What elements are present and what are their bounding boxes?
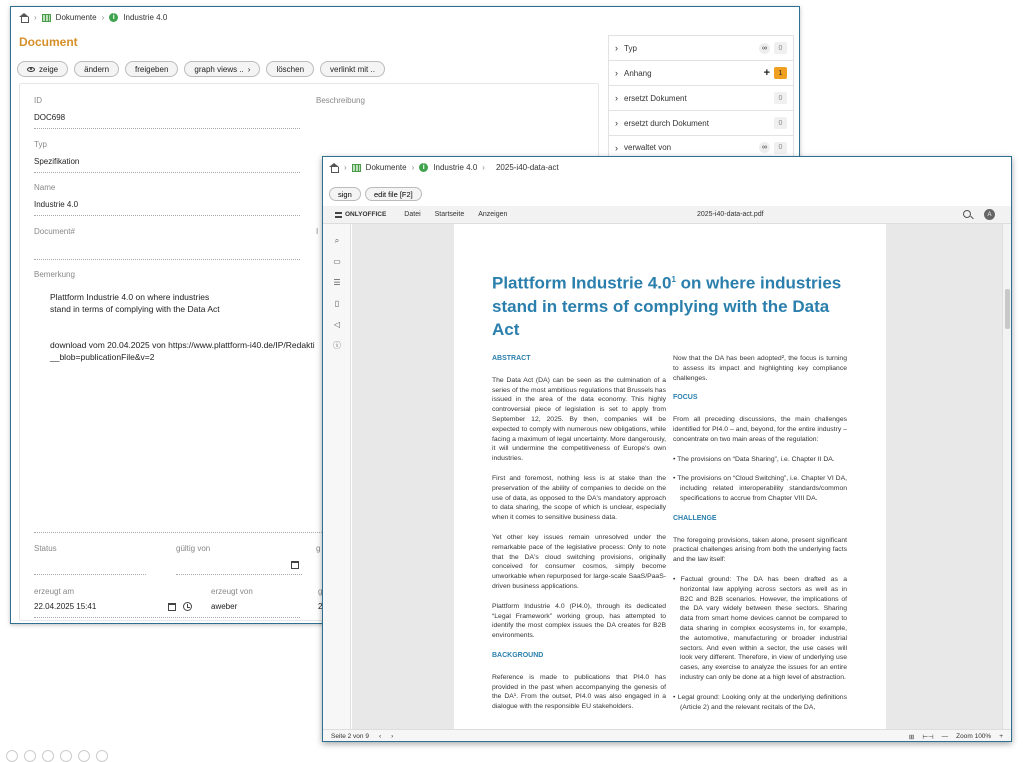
document-extra-label: I: [316, 227, 319, 236]
remark-label: Bemerkung: [34, 270, 75, 279]
breadcrumb-item[interactable]: Industrie 4.0: [433, 163, 478, 172]
chevron-right-icon: ›: [101, 13, 105, 22]
info-circle-icon[interactable]: ⓘ: [333, 341, 341, 350]
table-icon: [352, 164, 361, 172]
divider: [34, 215, 300, 216]
pdf-paragraph: • The provisions on “Cloud Switching”, i.e. Chapter VI DA, including related interoperability standards/common specifications to accrue from Chapter VIII DA.: [673, 475, 847, 502]
chevron-right-icon: ›: [482, 163, 485, 172]
type-value[interactable]: Spezifikation: [34, 157, 80, 166]
clock-icon[interactable]: [183, 602, 192, 611]
pdf-paragraph: The foregoing provisions, taken alone, present significant practical challenges arising from both the underlying facts and the law itself:: [673, 536, 847, 564]
edit-file-button[interactable]: edit file [F2]: [365, 187, 422, 201]
id-value[interactable]: DOC698: [34, 113, 66, 122]
brand-label: ONLYOFFICE: [345, 211, 387, 218]
scrollbar-thumb[interactable]: [1005, 289, 1010, 329]
id-field: [34, 96, 65, 122]
chevron-right-icon: ›: [34, 13, 37, 22]
pdf-section-heading: ABSTRACT: [492, 355, 531, 362]
relations-panel: [608, 35, 794, 160]
count-badge: 0: [774, 142, 787, 154]
fit-page-icon[interactable]: ⊞: [908, 733, 915, 741]
remark-text[interactable]: Plattform Industrie 4.0 on where industries stand in terms of complying with the Data Act download vom 20.04.2025 von https://www.plattform-i40.de/IP/Redakti __blob=publicationFile&v=2: [50, 292, 315, 362]
page-title: Document: [19, 35, 78, 49]
chevron-right-icon: ›: [411, 163, 415, 172]
pdf-section-heading: BACKGROUND: [492, 651, 544, 659]
toolbar-circle-icon[interactable]: [96, 750, 108, 762]
pdf-paragraph: From all preceding discussions, the main challenges identified for PI4.0 – and, beyond, for the entire industry – concentrate on two main areas of the regulation:: [673, 416, 847, 443]
count-badge: 0: [774, 42, 787, 54]
link-icon[interactable]: ∞: [759, 43, 770, 54]
chevron-right-icon: ›: [615, 68, 618, 78]
speaker-icon[interactable]: ◁: [333, 320, 341, 329]
count-badge: 0: [774, 117, 787, 129]
info-icon: i: [419, 163, 428, 172]
document-viewport[interactable]: [352, 224, 1002, 729]
home-icon[interactable]: [329, 163, 339, 172]
editor-menu: [404, 211, 507, 218]
pdf-section-heading: CHALLENGE: [673, 514, 717, 522]
delete-button[interactable]: löschen: [266, 61, 314, 77]
sign-button[interactable]: sign: [329, 187, 361, 201]
created-by-field: [211, 587, 253, 611]
search-icon[interactable]: ⌕: [334, 236, 340, 245]
page-indicator: Seite 2 von 9: [331, 733, 369, 740]
pdf-paragraph: The Data Act (DA) can be seen as the culmination of a series of the most ambitious regulations that Brussels has issued in the area of the data economy. This highly controversial piece of legislation is set to apply from September 12, 2025. By then, companies will be expected to comply with numerous new obligations, while facing a maximum of legal uncertainty. More dangerously, it will undermine the competitiveness of Europe's own industries.: [492, 376, 666, 463]
name-label: Name: [34, 183, 56, 192]
graph-views-button[interactable]: [184, 61, 260, 77]
relation-label: ersetzt Dokument: [624, 93, 687, 103]
created-by-value[interactable]: aweber: [211, 602, 238, 611]
type-label: Typ: [34, 140, 47, 149]
chevron-right-icon: ›: [344, 163, 347, 172]
relation-label: Anhang: [624, 68, 652, 78]
chevron-right-icon: ›: [247, 64, 251, 74]
valid-extra-label: g: [316, 544, 321, 553]
name-value[interactable]: Industrie 4.0: [34, 200, 79, 209]
graph-views-label: graph views ..: [194, 64, 244, 74]
footnote-marker: 1: [671, 275, 676, 284]
extra-label: g: [318, 587, 323, 596]
navigation-icon[interactable]: ☰: [333, 278, 341, 287]
table-icon: [42, 14, 51, 22]
toolbar-circle-icon[interactable]: [24, 750, 36, 762]
pdf-paragraph: Now that the DA has been adopted², the focus is turning to assess its impact and highlighting key compliance challenges.: [673, 355, 847, 382]
onlyoffice-logo: [335, 211, 386, 218]
pdf-title-part: Plattform Industrie 4.0: [492, 273, 672, 293]
relation-label: ersetzt durch Dokument: [624, 118, 709, 128]
pdf-paragraph: • Factual ground: The DA has been drafted as a horizontal law applying across sectors as well as in B2C and B2B scenarios. However, the implications of the DA vary widely between these sectors. Sharing data from smart home devices cannot be compared to data sharing in complex ecosystems in, for example, the automotive, manufacturing or broader industrial sectors. And even within a sector, the use cases will look very different. Therefore, in view of underlying use cases, any exercise to analyze the issues for an entire industry can only be done at a high level of abstraction.: [673, 575, 847, 681]
chevron-right-icon: ›: [615, 93, 618, 103]
status-bar: [323, 729, 1012, 742]
divider: [34, 259, 300, 260]
pdf-page: [454, 224, 886, 729]
valid-from-label: gültig von: [176, 544, 211, 553]
zoom-out-icon[interactable]: —: [941, 733, 949, 740]
breadcrumb-documents[interactable]: Dokumente: [55, 13, 97, 22]
linked-with-button[interactable]: verlinkt mit ..: [320, 61, 385, 77]
name-field: [34, 183, 78, 209]
status-label: Status: [34, 544, 57, 553]
editor-header: [323, 206, 1012, 224]
description-label: Beschreibung: [316, 96, 365, 105]
created-at-field: [34, 587, 96, 611]
calendar-icon[interactable]: [291, 561, 299, 569]
layers-icon: [335, 212, 342, 218]
edit-button[interactable]: ändern: [74, 61, 119, 77]
created-by-label: erzeugt von: [211, 587, 253, 596]
relation-label: verwaltet von: [624, 143, 672, 152]
menu-file[interactable]: Datei: [404, 211, 421, 218]
vertical-scrollbar[interactable]: [1002, 224, 1012, 729]
plus-icon[interactable]: +: [763, 67, 770, 79]
relation-type[interactable]: [608, 35, 794, 60]
bottom-toolbar: [6, 750, 108, 762]
description-field: [316, 96, 365, 105]
pdf-paragraph: First and foremost, nothing less is at stake than the preservation of the ability of companies to decide on the use of data, as opposed to the DA's mandatory approach to data sharing, the scope of which is unclear, especially when it comes to sensitive business data.: [492, 474, 666, 522]
pdf-paragraph: • Legal ground: Looking only at the underlying definitions (Article 2) and the relevant recitals of the DA,: [673, 693, 847, 711]
editor-sidebar: [323, 224, 351, 729]
toolbar-circle-icon[interactable]: [6, 750, 18, 762]
count-badge: 1: [774, 67, 787, 79]
pdf-column-left: [492, 354, 666, 722]
breadcrumb-current[interactable]: 2025-i40-data-act: [495, 163, 559, 172]
toolbar-circle-icon[interactable]: [60, 750, 72, 762]
pdf-paragraph: • The provisions on “Data Sharing”, i.e. Chapter II DA.: [673, 455, 835, 463]
pdf-title: [492, 268, 852, 341]
menu-home[interactable]: Startseite: [434, 211, 465, 218]
divider: [34, 574, 146, 575]
file-name: 2025-i40-data-act.pdf: [697, 211, 764, 218]
view-button[interactable]: [17, 61, 68, 77]
link-icon[interactable]: ∞: [759, 142, 770, 153]
divider: [34, 617, 300, 618]
toolbar-circle-icon[interactable]: [78, 750, 90, 762]
document-number-label: Document#: [34, 227, 75, 236]
breadcrumb-documents[interactable]: Dokumente: [365, 163, 407, 172]
relation-replaces[interactable]: [608, 85, 794, 110]
pdf-section-heading: FOCUS: [673, 394, 698, 402]
divider: [34, 172, 300, 173]
breadcrumb: [19, 13, 167, 22]
thumbnails-icon[interactable]: ▯: [334, 299, 340, 308]
toolbar-circle-icon[interactable]: [42, 750, 54, 762]
zoom-level: Zoom 100%: [956, 733, 992, 740]
release-button[interactable]: freigeben: [125, 61, 178, 77]
pdf-paragraph: Reference is made to publications that PI4.0 has provided in the past when accompanying the genesis of the DA¹. From the outset, PI4.0 was also engaged in a dialogue with the responsible EU stakeholders.: [492, 673, 666, 711]
created-at-value[interactable]: 22.04.2025 15:41: [34, 602, 97, 611]
chevron-right-icon: ›: [615, 118, 618, 128]
breadcrumb-current[interactable]: Industrie 4.0: [123, 13, 168, 22]
relation-replaced-by[interactable]: [608, 110, 794, 135]
zoom-in-icon[interactable]: +: [999, 733, 1003, 740]
chevron-right-icon: ›: [615, 43, 618, 53]
search-icon[interactable]: [963, 210, 971, 218]
previous-page-icon[interactable]: ‹: [378, 733, 382, 740]
created-at-label: erzeugt am: [34, 587, 75, 596]
relation-label: Typ: [624, 43, 637, 53]
next-page-icon[interactable]: ›: [391, 733, 394, 740]
pdf-paragraph: Plattform Industrie 4.0 (PI4.0), through its dedicated “Legal Framework” working group, has attempted to identify the most complex issues the DA creates for B2B environments.: [492, 602, 666, 640]
home-icon[interactable]: [19, 13, 29, 22]
view-button-label: zeige: [39, 64, 59, 74]
pdf-title-part: on where industries stand in terms of complying with the Data Act: [492, 273, 842, 339]
type-field: [34, 140, 79, 166]
divider: [34, 128, 300, 129]
toolbar: [17, 61, 385, 77]
count-badge: 0: [774, 92, 787, 104]
info-icon: i: [109, 13, 118, 22]
id-label: ID: [34, 96, 42, 105]
calendar-icon[interactable]: [168, 603, 176, 611]
divider: [176, 574, 302, 575]
relation-attachment[interactable]: [608, 60, 794, 85]
comment-icon[interactable]: ▭: [333, 257, 341, 266]
eye-icon: [27, 67, 35, 72]
avatar[interactable]: A: [984, 209, 995, 220]
pdf-column-right: [673, 354, 847, 722]
fit-width-icon[interactable]: ⊢⊣: [922, 733, 934, 741]
breadcrumb: [329, 163, 559, 172]
file-viewer-window: [322, 156, 1012, 742]
menu-view[interactable]: Anzeigen: [478, 211, 508, 218]
chevron-right-icon: ›: [615, 142, 618, 153]
extra-value: 2: [318, 602, 323, 611]
pdf-paragraph: Yet other key issues remain unresolved under the remarkable pace of the legislative process: Only to note that the DA's cloud switching provisions, originally conceived for consumer cosmos, simply become unworkable when repurposed for large-scale SaaS/PaaS-driven business applications.: [492, 533, 666, 590]
document-number-field: [34, 227, 75, 236]
